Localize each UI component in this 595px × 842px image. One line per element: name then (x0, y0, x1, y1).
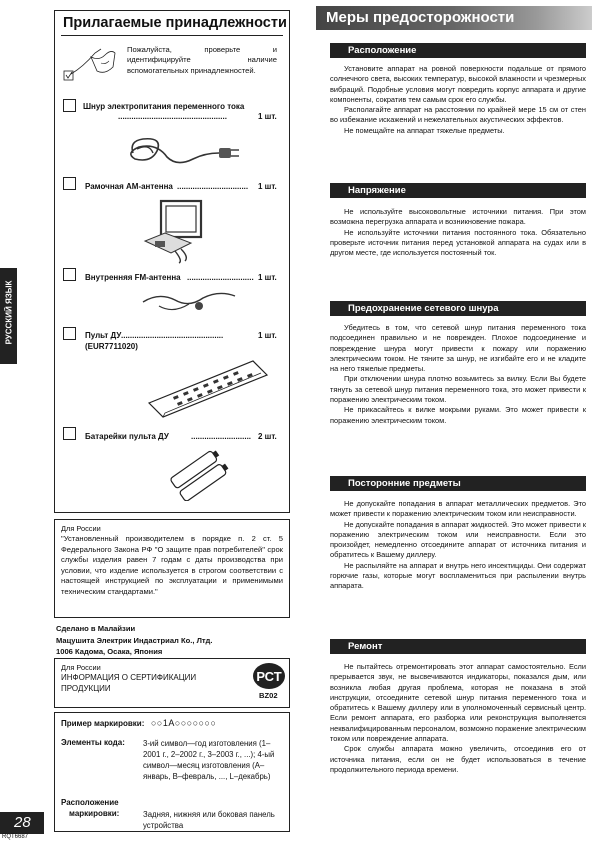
origin-address: 1006 Кадома, Осака, Япония (56, 647, 163, 656)
item-remote-leader: .............................................. (121, 331, 224, 340)
checkbox-am-antenna[interactable] (63, 177, 76, 190)
cord-para-3: Не прикасайтесь к вилке мокрыми руками. Это может привести к поражению электрическим током. (330, 405, 586, 425)
item-power-cord-qty: 1 шт. (258, 112, 277, 121)
language-side-tab-label: РУССКИЙ ЯЗЫК (4, 280, 14, 345)
repair-para-2: Срок службы аппарата можно увеличить, отсоединив его от источника питания, если он не будет использоваться в течение продолжительного периода времени. (330, 744, 586, 774)
russia-service-text: "Установленный производителем в порядке п. 2 ст. 5 Федерального Закона РФ "О защите прав потребителей" срок службы изделия равен 7 годам с даты производства при условии, что изделие используется в строгом соответствии с настоящей инструкцией по эксплуатации и применимыми техническим стандартами." (61, 534, 283, 596)
doc-code: RQT6687 (2, 834, 29, 840)
origin-company: Мацушита Электрик Индастриал Ко., Лтд. (56, 635, 213, 645)
russia-service-box (54, 519, 290, 618)
cert-head: Для России (61, 663, 101, 672)
fm-antenna-illustration (139, 286, 239, 316)
origin-block (56, 623, 212, 658)
am-antenna-illustration (135, 197, 215, 265)
location-para-3: Не помещайте на аппарат тяжелые предметы. (344, 125, 505, 135)
item-batteries-qty: 2 шт. (258, 432, 277, 441)
page-number: 28 (14, 814, 31, 831)
gost-certification-icon (252, 662, 286, 690)
foreign-para-1: Не допускайте попадания в аппарат металлических предметов. Это может привести к поражению электрическим током или неисправности. (330, 499, 586, 519)
precautions-title-bar (316, 6, 592, 30)
checkbox-remote[interactable] (63, 327, 76, 340)
item-am-antenna-leader: ................................ (177, 182, 249, 191)
location-para-1: Установите аппарат на ровной поверхности подальше от прямого солнечного света, высоких температур, высокой влажности и чрезмерных вибраций. Подобные условия могут повредить корпус аппарата и другие компоненты, сократив тем самым срок его службы. (330, 64, 586, 104)
location-para-2: Располагайте аппарат на расстоянии по крайней мере 15 см от стен во избежание искажений и нежелательных акустических эффектов. (330, 105, 586, 125)
language-side-tab (0, 268, 17, 364)
origin-country: Сделано в Малайзии (56, 624, 136, 633)
marking-example-label: Пример маркировки: (61, 719, 145, 728)
item-fm-antenna-qty: 1 шт. (258, 273, 277, 282)
section-heading-location: Расположение (330, 43, 586, 58)
item-power-cord-leader: ................................................. (118, 112, 227, 121)
item-batteries-leader: ........................... (191, 432, 252, 441)
cord-para-1: Убедитесь в том, что сетевой шнур питания переменного тока подсоединен правильно и не поврежден. Плохое подсоединение и повреждение шнура могут привести к пожару или поражению электрическим током. Не тяните за шнур, не изгибайте его и не кладите на него тяжелые предметы. (330, 323, 586, 374)
svg-text:РСТ: РСТ (256, 669, 282, 684)
section-body-foreign (330, 499, 586, 592)
accessories-title: Прилагаемые принадлежности (63, 15, 287, 31)
section-body-voltage (330, 207, 586, 258)
section-heading-foreign: Посторонние предметы (330, 476, 586, 491)
foreign-para-3: Не распыляйте на аппарат и внутрь него инсектициды. Они содержат горючие газы, которые могут воспламениться при распылении внутрь аппарата. (330, 560, 586, 591)
section-body-location (330, 64, 586, 136)
repair-para-1: Не пытайтесь отремонтировать этот аппарат самостоятельно. Если прерывается звук, не высвечиваются индикаторы, показался дым, или возникла любая другая проблема, которая не показана в этой инструкции, отсоедините сетевой шнур питания переменного тока и обратитесь к Вашему диллеру или в уполномоченный сервисный центр. Если ремонт аппарата, его разборка или реконструкция выполняется неквалифицированным персоналом, возможно поражение электрическим током или повреждение аппарата. (330, 662, 586, 744)
marking-location-label-1: Расположение (61, 798, 119, 807)
item-am-antenna-qty: 1 шт. (258, 182, 277, 191)
marking-example-value: ○○1A○○○○○○○ (151, 718, 217, 728)
marking-box (54, 712, 290, 832)
item-fm-antenna-leader: .............................. (187, 273, 254, 282)
cord-para-2: При отключении шнура плотно возьмитесь за вилку. Если Вы будете тянуть за сетевой шнур питания переменного тока, это может привести к поражению электрическим током. (330, 374, 586, 405)
marking-code-label: Элементы кода: (61, 738, 125, 747)
section-heading-repair: Ремонт (330, 639, 586, 654)
section-body-repair (330, 662, 586, 775)
title-underline (61, 35, 283, 36)
item-power-cord-name: Шнур электропитания переменного тока (83, 102, 245, 111)
checkbox-power-cord[interactable] (63, 99, 76, 112)
pen-hand-icon (61, 41, 119, 89)
cert-code: BZ02 (259, 691, 278, 700)
remote-illustration (143, 355, 273, 419)
item-remote-qty: 1 шт. (258, 331, 277, 340)
section-body-cord (330, 323, 586, 426)
accessories-box (54, 10, 290, 513)
checkbox-batteries[interactable] (63, 427, 76, 440)
marking-location-value: Задняя, нижняя или боковая панель устройства (143, 810, 275, 830)
marking-code-value: 3-ий символ—год изготовления (1–2001 г., 2–2002 г., 3–2003 г., ...); 4-ый символ—месяц изготовления (A–январь, B–февраль, ..., L–декабрь) (143, 739, 275, 781)
voltage-para-1: Не используйте высоковольтные источники питания. При этом возможна перегрузка аппарата и возникновение пожара. (330, 207, 586, 227)
item-fm-antenna-name: Внутренняя FM-антенна (85, 273, 181, 282)
page-number-badge (0, 812, 44, 834)
power-cord-illustration (123, 123, 243, 173)
batteries-illustration (165, 449, 235, 501)
russia-service-head: Для России (61, 524, 101, 533)
section-heading-cord: Предохранение сетевого шнура (330, 301, 586, 316)
item-am-antenna-name: Рамочная AM-антенна (85, 182, 173, 191)
item-remote-model: (EUR7711020) (85, 342, 138, 351)
marking-location-label-2: маркировки: (69, 809, 120, 818)
checkbox-fm-antenna[interactable] (63, 268, 76, 281)
voltage-para-2: Не используйте источники питания постоянного тока. Обязательно проверьте источник питания перед установкой аппарата на судах или в другом месте, где используется постоянный ток. (330, 227, 586, 258)
item-batteries-name: Батарейки пульта ДУ (85, 432, 169, 441)
accessories-intro: Пожалуйста, проверьте и идентифицируйте наличие вспомогательных принадлежностей. (127, 45, 277, 75)
precautions-title: Меры предосторожности (326, 9, 515, 26)
section-heading-voltage: Напряжение (330, 183, 586, 198)
certification-box (54, 658, 290, 708)
foreign-para-2: Не допускайте попадания в аппарат жидкостей. Это может привести к поражению электрическим током или неисправности. Если это произойдет, немедленно отсоедините аппарат от источника питания и обратитесь к Вашему диллеру. (330, 519, 586, 560)
cert-text: ИНФОРМАЦИЯ О СЕРТИФИКАЦИИ ПРОДУКЦИИ (61, 673, 197, 693)
item-remote-name: Пульт ДУ (85, 331, 122, 340)
